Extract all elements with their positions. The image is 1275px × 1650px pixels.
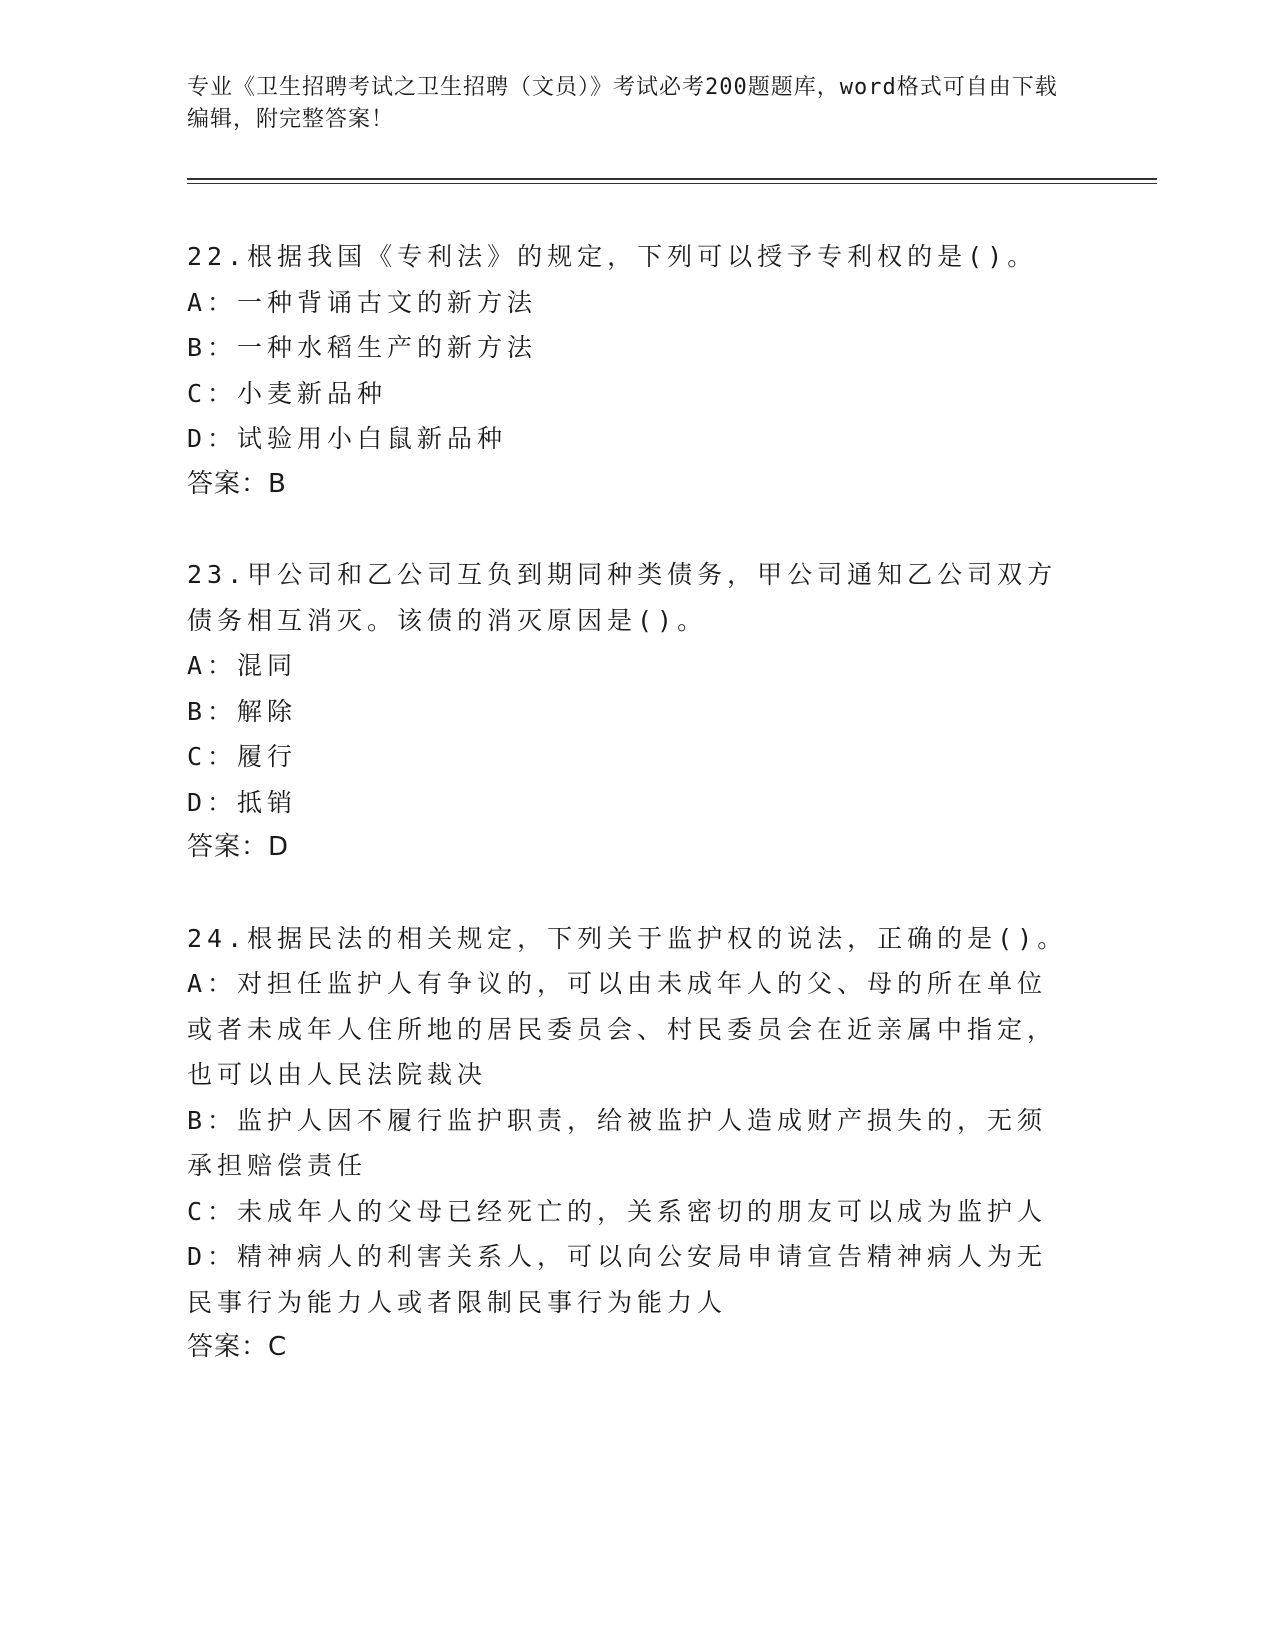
option-a: A：混同 — [187, 651, 298, 680]
option-c: C：小麦新品种 — [187, 378, 388, 408]
question-stem: 23.甲公司和乙公司互负到期同种类债务，甲公司通知乙公司双方债务相互消灭。该债的消灭原因是()。 — [187, 560, 1058, 635]
answer: 答案：C — [187, 1332, 288, 1362]
question-stem: 24.根据民法的相关规定，下列关于监护权的说法，正确的是()。 — [187, 923, 1068, 953]
option-b: B：一种水稻生产的新方法 — [187, 333, 538, 362]
header-divider — [187, 178, 1157, 184]
question-item — [187, 916, 1077, 1371]
option-c: C：未成年人的父母已经死亡的，关系密切的朋友可以成为监护人 — [187, 1196, 1048, 1226]
option-a: A：对担任监护人有争议的，可以由未成年人的父、母的所在单位或者未成年人住所地的居民委员会、村民委员会在近亲属中指定，也可以由人民法院裁决 — [187, 969, 1058, 1089]
option-b: B：解除 — [187, 696, 298, 726]
option-c: C：履行 — [187, 742, 298, 771]
option-d: D：试验用小白鼠新品种 — [187, 424, 508, 453]
answer: 答案：B — [187, 468, 287, 499]
option-d: D：精神病人的利害关系人，可以向公安局申请宣告精神病人为无民事行为能力人或者限制民事行为能力人 — [187, 1242, 1048, 1317]
option-b: B：监护人因不履行监护职责，给被监护人造成财产损失的，无须承担赔偿责任 — [187, 1105, 1048, 1180]
answer: 答案：D — [187, 832, 290, 862]
option-d: D：抵销 — [187, 787, 298, 817]
question-item — [187, 234, 1077, 507]
question-item — [187, 552, 1077, 871]
option-a: A：一种背诵古文的新方法 — [187, 287, 538, 317]
question-stem: 22.根据我国《专利法》的规定，下列可以授予专利权的是()。 — [187, 242, 1038, 271]
question-list — [187, 234, 1077, 1416]
document-intro: 专业《卫生招聘考试之卫生招聘（文员）》考试必考200题题库，word格式可自由下载编辑，附完整答案！ — [187, 75, 1058, 132]
